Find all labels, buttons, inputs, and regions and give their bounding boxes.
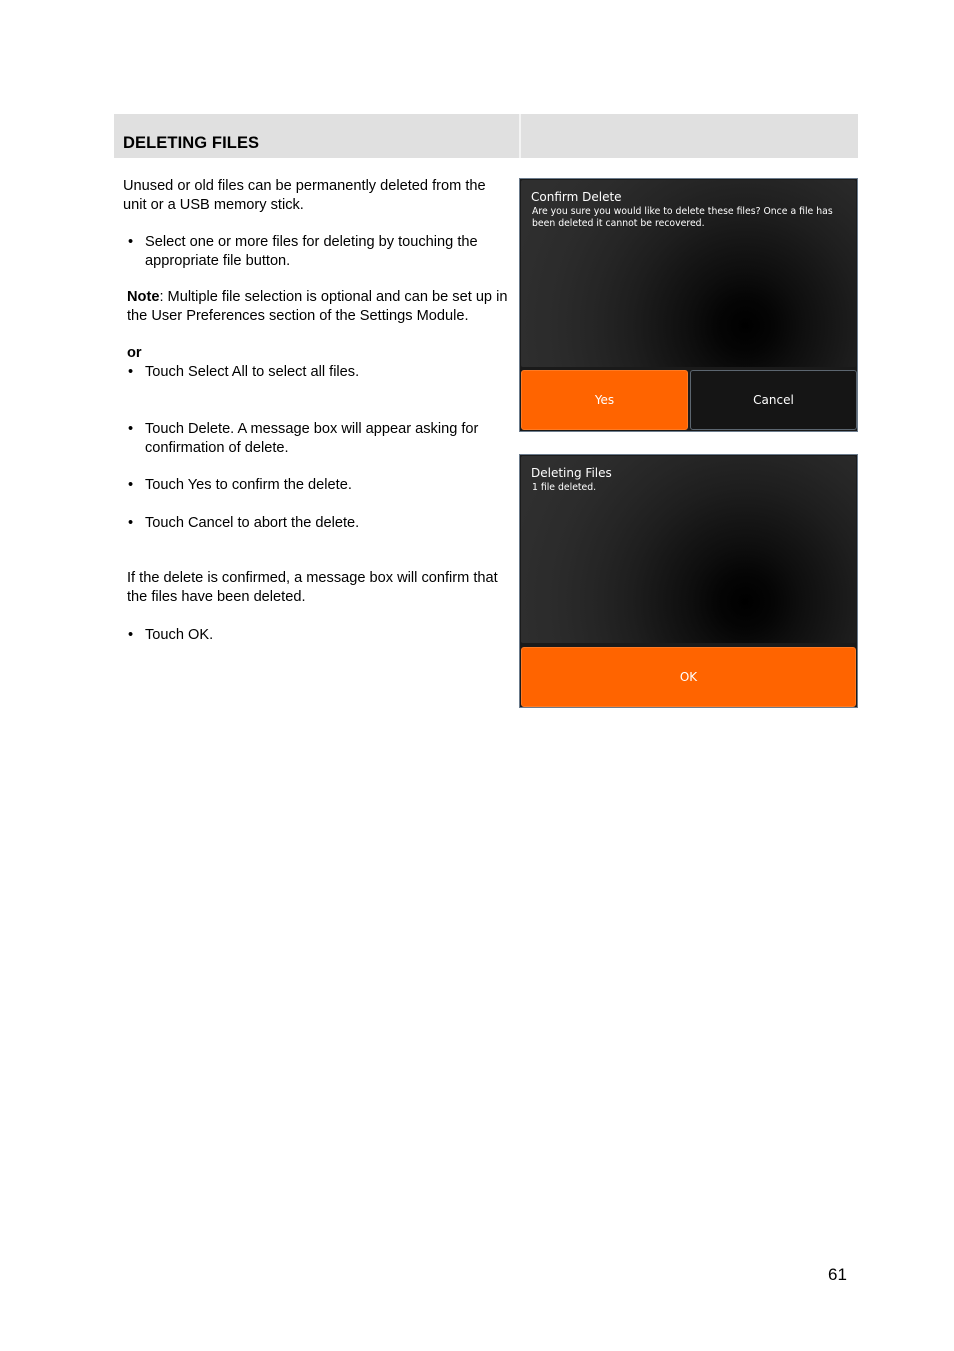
bullet-yes: Touch Yes to confirm the delete.: [145, 477, 352, 493]
dialog-title: Confirm Delete: [531, 190, 622, 204]
page-number: 61: [828, 1265, 847, 1284]
note-label: Note: [127, 289, 160, 305]
section-header: [114, 114, 858, 158]
dialog-message: Are you sure you would like to delete these files? Once a file has been deleted it cannot be recovered.: [532, 206, 833, 229]
or-label: [127, 344, 142, 363]
deleting-files-dialog: [521, 456, 856, 643]
dialog-title: Deleting Files: [531, 466, 612, 480]
yes-button[interactable]: Yes: [521, 370, 688, 430]
note-text: : Multiple file selection is optional and can be set up in the User Preferences section of the Settings Module.: [127, 289, 508, 324]
bullet-marker: •: [128, 234, 134, 250]
ok-button[interactable]: OK: [521, 647, 856, 707]
cancel-button[interactable]: Cancel: [690, 370, 857, 430]
confirm-paragraph: If the delete is confirmed, a message box will confirm that the files have been deleted.: [127, 570, 498, 605]
bullet-delete: Touch Delete. A message box will appear asking for confirmation of delete.: [145, 421, 479, 456]
header-divider: [519, 114, 521, 158]
bullet-select-all: Touch Select All to select all files.: [145, 364, 360, 380]
bullet-marker: •: [128, 627, 134, 643]
bullet-marker: •: [128, 515, 134, 531]
bullet-marker: •: [128, 477, 134, 493]
section-title: DELETING FILES: [123, 134, 260, 152]
bullet-ok: Touch OK.: [145, 627, 214, 643]
confirm-delete-screen: [519, 178, 858, 432]
dialog-message: 1 file deleted.: [532, 482, 597, 493]
bullet-select-files: Select one or more files for deleting by touching the appropriate file button.: [145, 234, 478, 269]
or-text: or: [127, 345, 142, 361]
intro-paragraph: Unused or old files can be permanently deleted from the unit or a USB memory stick.: [123, 178, 486, 213]
deleting-files-screen: [519, 454, 858, 708]
bullet-cancel: Touch Cancel to abort the delete.: [145, 515, 360, 531]
note-paragraph: [127, 288, 512, 325]
bullet-marker: •: [128, 364, 134, 380]
bullet-marker: •: [128, 421, 134, 437]
confirm-delete-dialog: [521, 180, 856, 367]
